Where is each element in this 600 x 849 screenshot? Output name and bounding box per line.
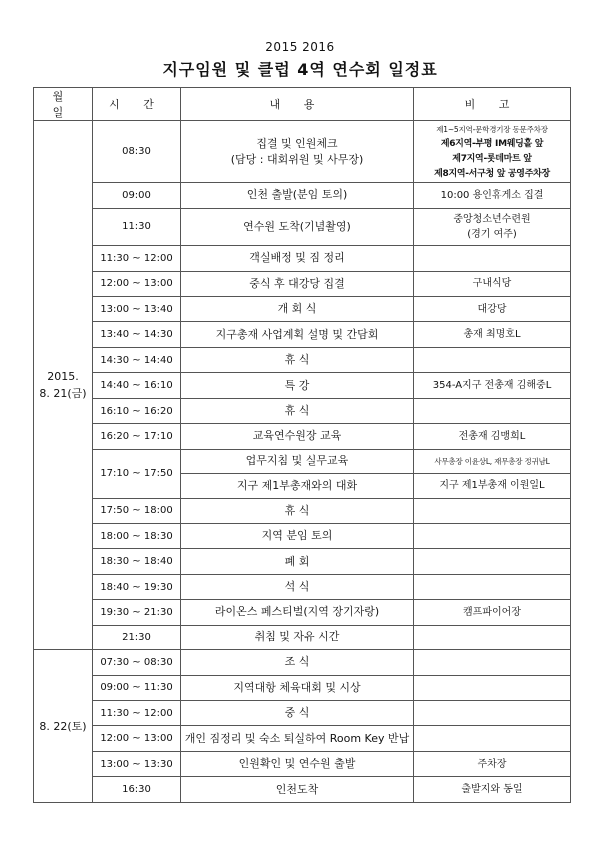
note-line: 대강당 bbox=[477, 303, 507, 315]
time-cell: 19:30 ~ 21:30 bbox=[93, 600, 181, 625]
time-cell: 16:30 bbox=[93, 777, 181, 803]
header-note: 비 고 bbox=[414, 88, 571, 121]
content-cell bbox=[181, 675, 414, 700]
schedule-row bbox=[34, 777, 571, 803]
schedule-row bbox=[34, 183, 571, 208]
note-cell bbox=[414, 208, 571, 246]
content-line: 집결 및 인원체크 bbox=[256, 136, 338, 150]
note-cell bbox=[414, 271, 571, 296]
time-cell: 18:30 ~ 18:40 bbox=[93, 549, 181, 574]
note-line: 제1~5지역-문학경기장 동문주차장 bbox=[436, 124, 548, 134]
note-cell bbox=[414, 675, 571, 700]
note-line: 제8지역-서구청 앞 공영주차장 bbox=[434, 168, 550, 179]
content-line: 폐 회 bbox=[284, 554, 310, 568]
note-line: 지구 제1부총재 이원일L bbox=[439, 480, 545, 492]
schedule-row bbox=[34, 322, 571, 347]
content-cell bbox=[181, 574, 414, 599]
content-cell bbox=[181, 701, 414, 726]
content-cell bbox=[181, 183, 414, 208]
note-line: 출발지와 동일 bbox=[461, 784, 523, 796]
note-cell bbox=[414, 424, 571, 449]
content-line: 석 식 bbox=[284, 580, 310, 594]
schedule-row bbox=[34, 675, 571, 700]
content-cell bbox=[181, 398, 414, 423]
note-cell bbox=[414, 246, 571, 271]
time-cell: 17:10 ~ 17:50 bbox=[93, 449, 181, 498]
content-cell bbox=[181, 246, 414, 271]
content-line: 휴 식 bbox=[284, 353, 310, 367]
note-cell bbox=[414, 625, 571, 649]
note-cell bbox=[414, 777, 571, 803]
content-cell bbox=[181, 322, 414, 347]
note-cell bbox=[414, 183, 571, 208]
content-line: 객실배정 및 짐 정리 bbox=[249, 251, 345, 265]
note-cell bbox=[414, 726, 571, 751]
content-line: 취침 및 자유 시간 bbox=[254, 630, 340, 644]
content-line: 지구 제1부총재와의 대화 bbox=[236, 478, 358, 492]
note-line: 제6지역-부평 IM웨딩홀 앞 bbox=[440, 138, 544, 149]
note-cell bbox=[414, 549, 571, 574]
content-line: 중식 후 대강당 집결 bbox=[249, 276, 345, 290]
content-line: 업무지침 및 실무교육 bbox=[245, 454, 349, 468]
time-cell: 21:30 bbox=[93, 625, 181, 649]
content-line: 지역 분임 토의 bbox=[261, 529, 333, 543]
schedule-row bbox=[34, 373, 571, 398]
schedule-row bbox=[34, 424, 571, 449]
time-cell: 11:30 bbox=[93, 208, 181, 246]
schedule-row bbox=[34, 297, 571, 322]
content-line: 조 식 bbox=[284, 655, 310, 669]
time-cell: 14:30 ~ 14:40 bbox=[93, 347, 181, 372]
content-line: 지역대항 체육대회 및 시상 bbox=[233, 680, 361, 694]
schedule-row bbox=[34, 751, 571, 776]
content-cell bbox=[181, 523, 414, 548]
schedule-row bbox=[34, 246, 571, 271]
note-cell bbox=[414, 297, 571, 322]
time-cell: 13:00 ~ 13:30 bbox=[93, 751, 181, 776]
content-cell bbox=[181, 271, 414, 296]
note-line: 10:00 용인휴게소 집결 bbox=[440, 189, 544, 201]
note-line: 구내식당 bbox=[472, 278, 512, 290]
note-cell bbox=[414, 701, 571, 726]
schedule-row bbox=[34, 271, 571, 296]
note-line: 전총재 김맹희L bbox=[458, 430, 526, 442]
time-cell: 18:00 ~ 18:30 bbox=[93, 523, 181, 548]
time-cell: 11:30 ~ 12:00 bbox=[93, 246, 181, 271]
content-cell bbox=[181, 600, 414, 625]
note-cell bbox=[414, 322, 571, 347]
content-line: 인원확인 및 연수원 출발 bbox=[238, 757, 356, 771]
date-cell bbox=[34, 121, 93, 650]
content-line: 연수원 도착(기념촬영) bbox=[243, 219, 351, 233]
content-line: (담당 : 대회위원 및 사무장) bbox=[230, 152, 364, 166]
content-cell bbox=[181, 449, 414, 473]
content-cell bbox=[181, 373, 414, 398]
content-cell bbox=[181, 726, 414, 751]
header-date: 월 일 bbox=[34, 88, 93, 121]
content-cell bbox=[181, 777, 414, 803]
note-cell bbox=[414, 650, 571, 675]
schedule-row bbox=[34, 498, 571, 523]
content-line: 인천 출발(분임 토의) bbox=[246, 188, 348, 202]
time-cell: 08:30 bbox=[93, 121, 181, 183]
content-cell bbox=[181, 474, 414, 498]
schedule-row bbox=[34, 523, 571, 548]
schedule-row bbox=[34, 600, 571, 625]
header-time: 시 간 bbox=[93, 88, 181, 121]
schedule-table bbox=[33, 87, 571, 803]
note-line: 중앙청소년수련원 bbox=[453, 213, 531, 225]
content-line: 지구총재 사업계획 설명 및 간담회 bbox=[215, 327, 379, 341]
date-line: 8. 21(금) bbox=[39, 387, 87, 401]
schedule-row bbox=[34, 398, 571, 423]
note-line: 총재 최명호L bbox=[463, 329, 521, 341]
time-cell: 18:40 ~ 19:30 bbox=[93, 574, 181, 599]
content-cell bbox=[181, 121, 414, 183]
content-line: 인천도착 bbox=[275, 782, 319, 796]
content-line: 교육연수원장 교육 bbox=[252, 429, 342, 443]
time-cell: 07:30 ~ 08:30 bbox=[93, 650, 181, 675]
note-cell bbox=[414, 398, 571, 423]
note-cell bbox=[414, 449, 571, 473]
content-line: 휴 식 bbox=[284, 503, 310, 517]
time-cell: 12:00 ~ 13:00 bbox=[93, 726, 181, 751]
note-line: (경기 여주) bbox=[467, 228, 517, 240]
table-header-row bbox=[34, 88, 571, 121]
content-line: 개인 짐정리 및 숙소 퇴실하여 Room Key 반납 bbox=[184, 731, 410, 745]
content-cell bbox=[181, 424, 414, 449]
note-cell bbox=[414, 121, 571, 183]
time-cell: 11:30 ~ 12:00 bbox=[93, 701, 181, 726]
date-line: 8. 22(토) bbox=[39, 719, 87, 733]
note-cell bbox=[414, 474, 571, 498]
note-cell bbox=[414, 751, 571, 776]
content-cell bbox=[181, 208, 414, 246]
content-cell bbox=[181, 297, 414, 322]
schedule-row bbox=[34, 726, 571, 751]
schedule-row bbox=[34, 347, 571, 372]
note-cell bbox=[414, 498, 571, 523]
note-cell bbox=[414, 600, 571, 625]
time-cell: 16:10 ~ 16:20 bbox=[93, 398, 181, 423]
schedule-row bbox=[34, 549, 571, 574]
note-line: 주차장 bbox=[477, 758, 507, 770]
content-cell bbox=[181, 751, 414, 776]
note-line: 사무총장 이윤상L, 재무총장 정귀남L bbox=[434, 456, 550, 466]
content-line: 특 강 bbox=[284, 378, 310, 392]
schedule-row bbox=[34, 625, 571, 649]
time-cell: 16:20 ~ 17:10 bbox=[93, 424, 181, 449]
time-cell: 14:40 ~ 16:10 bbox=[93, 373, 181, 398]
date-line: 2015. bbox=[47, 370, 79, 384]
schedule-body bbox=[34, 121, 571, 803]
content-line: 라이온스 페스티벌(지역 장기자랑) bbox=[214, 605, 380, 619]
date-cell bbox=[34, 650, 93, 803]
content-cell bbox=[181, 549, 414, 574]
content-line: 중 식 bbox=[284, 706, 310, 720]
note-cell bbox=[414, 574, 571, 599]
schedule-row bbox=[34, 701, 571, 726]
time-cell: 13:40 ~ 14:30 bbox=[93, 322, 181, 347]
document-title: 지구임원 및 클럽 4역 연수회 일정표 bbox=[162, 60, 438, 79]
schedule-row bbox=[34, 449, 571, 473]
schedule-row bbox=[34, 208, 571, 246]
time-cell: 13:00 ~ 13:40 bbox=[93, 297, 181, 322]
content-cell bbox=[181, 498, 414, 523]
header-content: 내 용 bbox=[181, 88, 414, 121]
schedule-row bbox=[34, 650, 571, 675]
schedule-row bbox=[34, 121, 571, 183]
time-cell: 09:00 ~ 11:30 bbox=[93, 675, 181, 700]
schedule-row bbox=[34, 574, 571, 599]
content-cell bbox=[181, 650, 414, 675]
note-line: 제7지역-롯데마트 앞 bbox=[452, 153, 532, 164]
time-cell: 17:50 ~ 18:00 bbox=[93, 498, 181, 523]
note-cell bbox=[414, 373, 571, 398]
note-line: 354-A지구 전총재 김해중L bbox=[432, 380, 552, 392]
content-cell bbox=[181, 625, 414, 649]
content-line: 개 회 식 bbox=[277, 302, 317, 316]
document-year: 2015 2016 bbox=[265, 40, 335, 54]
time-cell: 09:00 bbox=[93, 183, 181, 208]
content-cell bbox=[181, 347, 414, 372]
content-line: 휴 식 bbox=[284, 404, 310, 418]
time-cell: 12:00 ~ 13:00 bbox=[93, 271, 181, 296]
note-cell bbox=[414, 523, 571, 548]
note-cell bbox=[414, 347, 571, 372]
note-line: 캠프파이어장 bbox=[463, 606, 521, 618]
